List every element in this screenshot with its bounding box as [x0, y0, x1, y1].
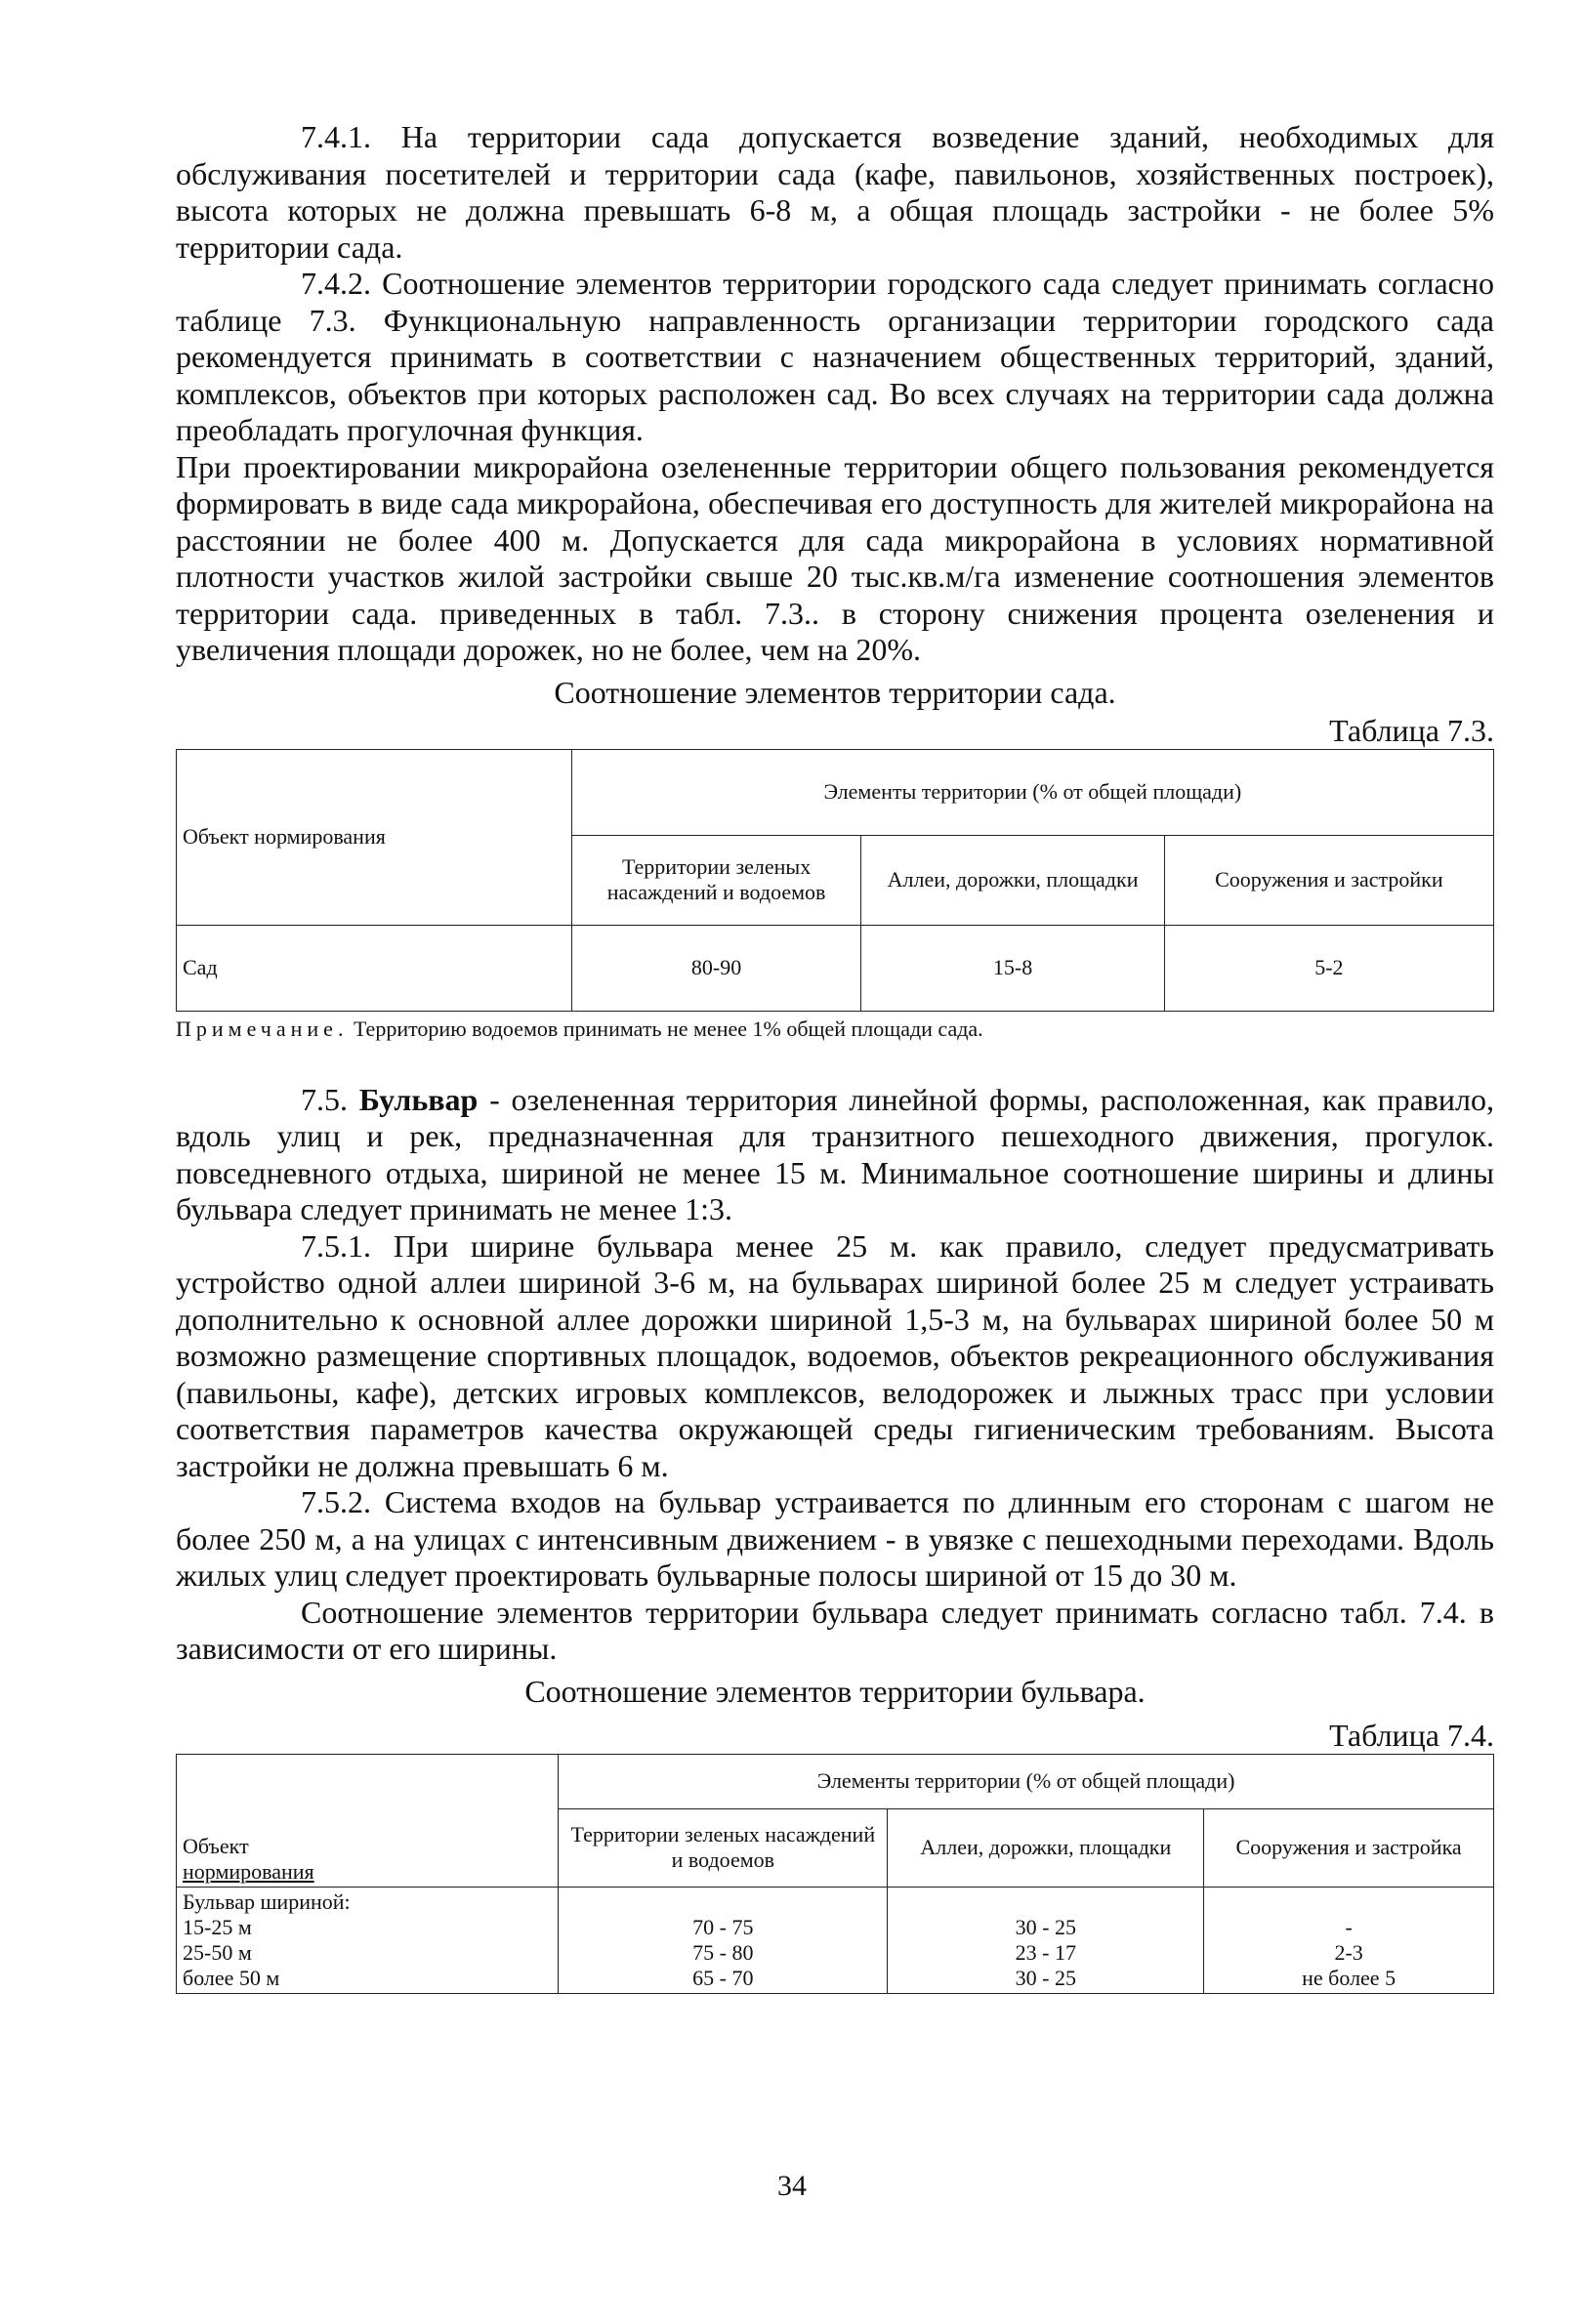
table-7-3-row-object: Сад	[177, 925, 572, 1011]
table-7-4-row-v3: 2-3	[1334, 1939, 1363, 1965]
note-text: Территорию водоемов принимать не менее 1% общей площади сада.	[348, 1016, 983, 1041]
table-7-3-row-v3: 5-2	[1164, 925, 1493, 1011]
table-7-4-row-v1: 70 - 75	[692, 1914, 754, 1939]
table-7-3-col-greenery: Территории зеленых насаждений и водоемов	[571, 835, 861, 925]
table-7-4-object-header-2: нормирования	[183, 1858, 314, 1884]
table-7-3-note	[176, 1016, 1494, 1043]
paragraph-microdistrict: При проектировании микрорайона озелененные территории общего пользования рекомендуется формировать в виде сада микрорайона, обеспечивая его доступность для жителей микрорайона на расстоянии не более 400 м. Допускается для сада микрорайона в условиях нормативной плотности участков жилой застройки свыше 20 тыс.кв.м/га изменение соотношения элементов территории сада. приведенных в табл. 7.3.. в сторону снижения процента озеленения и увеличения площади дорожек, но не более, чем на 20%.	[176, 448, 1494, 667]
paragraph-7-4-1: 7.4.1. На территории сада допускается возведение зданий, необходимых для обслуживания посетителей и территории сада (кафе, павильонов, хозяйственных построек), высота которых не должна превышать 6-8 м, а общая площадь застройки - не более 5% территории сада.	[176, 119, 1494, 265]
table-7-4-object-header	[177, 1754, 559, 1887]
table-7-4-label: Таблица 7.4.	[1329, 1717, 1494, 1753]
table-7-4-row-v2: 30 - 25	[1015, 1914, 1076, 1939]
table-7-3-caption: Соотношение элементов территории сада.	[554, 674, 1116, 710]
table-7-4-col-alleys: Аллеи, дорожки, площадки	[888, 1808, 1204, 1887]
term-boulevard: Бульвар	[358, 1081, 479, 1117]
table-7-4-row-v1: 75 - 80	[692, 1939, 754, 1965]
table-7-4-row-object: более 50 м	[183, 1965, 280, 1990]
note-prefix: Примечание.	[176, 1016, 349, 1041]
paragraph-7-5-1: 7.5.1. При ширине бульвара менее 25 м. как правило, следует предусматривать устройство одной аллеи шириной 3-6 м, на бульварах шириной более 25 м следует устраивать дополнительно к основной аллее дорожки шириной 1,5-3 м, на бульварах шириной более 50 м возможно размещение спортивных площадок, водоемов, объектов рекреационного обслуживания (павильоны, кафе), детских игровых комплексов, велодорожек и лыжных трасс при условии соответствия параметров качества окружающей среды гигиеническим требованиям. Высота застройки не должна превышать 6 м.	[176, 1227, 1494, 1483]
table-7-4	[176, 1754, 1494, 1994]
table-7-4-row-v2: 23 - 17	[1015, 1939, 1076, 1965]
table-7-4-col-buildings: Сооружения и застройка	[1204, 1808, 1494, 1887]
table-7-4-col-greenery: Территории зеленых насаждений и водоемов	[559, 1808, 888, 1887]
table-7-3-row-v1: 80-90	[571, 925, 861, 1011]
paragraph-7-5	[176, 1082, 1494, 1228]
table-7-4-group-header: Элементы территории (% от общей площади)	[559, 1754, 1494, 1808]
paragraph-7-4-2: 7.4.2. Соотношение элементов территории городского сада следует принимать согласно таблице 7.3. Функциональную направленность организации территории городского сада рекомендуется принимать в соответствии с назначением общественных территорий, зданий, комплексов, объектов при которых расположен сад. Во всех случаях на территории сада должна преобладать прогулочная функция.	[176, 266, 1494, 447]
paragraph-7-5-2: 7.5.2. Система входов на бульвар устраивается по длинным его сторонам с шагом не более 250 м, а на улицах с интенсивным движением - в увязке с пешеходными переходами. Вдоль жилых улиц следует проектировать бульварные полосы шириной от 15 до 30 м.	[176, 1484, 1494, 1593]
table-7-4-row-v2: 30 - 25	[1015, 1965, 1076, 1990]
table-7-3-label: Таблица 7.3.	[1329, 712, 1494, 748]
table-7-4-object-header-1: Объект	[183, 1833, 249, 1858]
table-7-3-col-buildings: Сооружения и застройки	[1164, 835, 1493, 925]
table-7-4-caption: Соотношение элементов территории бульвара.	[524, 1673, 1146, 1709]
table-7-4-building-values	[1204, 1887, 1494, 1993]
table-7-3-col-alleys: Аллеи, дорожки, площадки	[861, 835, 1164, 925]
table-7-3-object-header: Объект нормирования	[177, 749, 572, 925]
table-7-4-alley-values	[888, 1887, 1204, 1993]
table-7-4-row-object: 25-50 м	[183, 1939, 252, 1965]
table-7-4-row-v3: не более 5	[1302, 1965, 1396, 1990]
table-7-4-row-v3: -	[1345, 1914, 1353, 1939]
page-number: 34	[777, 2170, 807, 2202]
paragraph-7-5-text: - озелененная территория линейной формы, расположенная, как правило, вдоль улиц и рек, предназначенная для транзитного пешеходного движения, прогулок. повседневного отдыха, шириной не менее 15 м. Минимальное соотношение ширины и длины бульвара следует принимать не менее 1:3.	[176, 1081, 1495, 1226]
table-7-4-greenery-values	[559, 1887, 888, 1993]
table-7-4-row-object: 15-25 м	[183, 1914, 252, 1939]
table-7-4-row-v1: 65 - 70	[692, 1965, 754, 1990]
table-7-4-group-row: Бульвар шириной:	[183, 1888, 351, 1914]
table-7-3	[176, 749, 1494, 1012]
table-7-3-group-header: Элементы территории (% от общей площади)	[571, 749, 1493, 835]
table-7-4-objects	[177, 1887, 559, 1993]
paragraph-7-5-number: 7.5.	[301, 1081, 348, 1117]
paragraph-table-7-4-ref: Соотношение элементов территории бульвара следует принимать согласно табл. 7.4. в зависимости от его ширины.	[176, 1594, 1494, 1666]
table-7-3-row-v2: 15-8	[861, 925, 1164, 1011]
